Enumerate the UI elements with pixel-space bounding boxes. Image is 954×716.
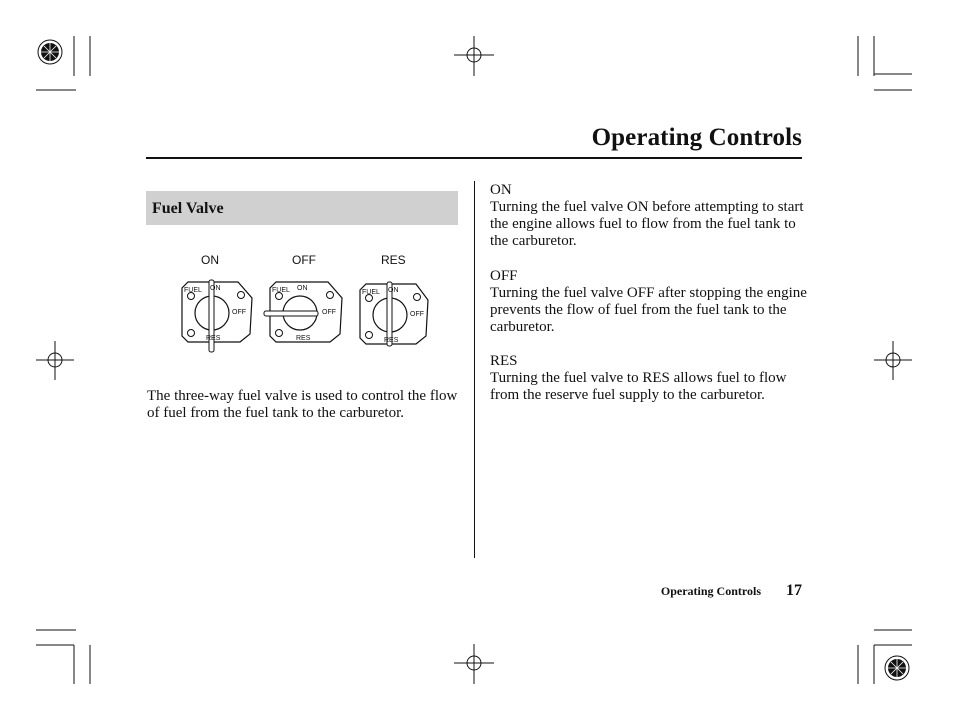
svg-text:RES: RES xyxy=(384,337,399,344)
page-title: Operating Controls xyxy=(591,124,802,151)
valve-label-res: RES xyxy=(381,253,406,267)
svg-text:ON: ON xyxy=(388,287,399,294)
intro-paragraph: The three-way fuel valve is used to control the flow of fuel from the fuel tank to the carburetor. xyxy=(147,388,458,421)
svg-text:RES: RES xyxy=(296,335,311,342)
setting-on-label: ON xyxy=(490,182,512,198)
setting-res-text: Turning the fuel valve to RES allows fuel to flow from the reserve fuel supply to the carburetor. xyxy=(490,370,787,403)
svg-text:OFF: OFF xyxy=(322,309,336,316)
title-rule xyxy=(146,157,802,159)
setting-off-label: OFF xyxy=(490,268,518,284)
svg-text:OFF: OFF xyxy=(410,311,424,318)
page-number: 17 xyxy=(786,582,802,599)
svg-text:ON: ON xyxy=(297,285,308,292)
plate-label-on: ON xyxy=(210,285,221,292)
setting-off-text: Turning the fuel valve OFF after stopping the engine prevents the flow of fuel from the fuel tank to the carburetor. xyxy=(490,285,807,335)
valve-label-off: OFF xyxy=(292,253,316,267)
valve-res-illustration xyxy=(360,282,428,346)
setting-on-text: Turning the fuel valve ON before attempting to start the engine allows fuel to flow from the fuel tank to the carburetor. xyxy=(490,199,804,249)
setting-res-label: RES xyxy=(490,353,518,369)
column-divider xyxy=(474,181,475,558)
valve-label-on: ON xyxy=(201,253,219,267)
footer-section-label: Operating Controls xyxy=(660,584,761,598)
section-heading: Fuel Valve xyxy=(152,200,224,217)
svg-text:FUEL: FUEL xyxy=(272,287,290,294)
svg-text:FUEL: FUEL xyxy=(362,289,380,296)
plate-label-res: RES xyxy=(206,335,221,342)
plate-label-fuel: FUEL xyxy=(184,287,202,294)
plate-label-off: OFF xyxy=(232,309,246,316)
fuel-valve-diagram xyxy=(176,276,446,356)
valve-on-illustration xyxy=(182,280,252,352)
valve-off-illustration xyxy=(264,282,342,342)
